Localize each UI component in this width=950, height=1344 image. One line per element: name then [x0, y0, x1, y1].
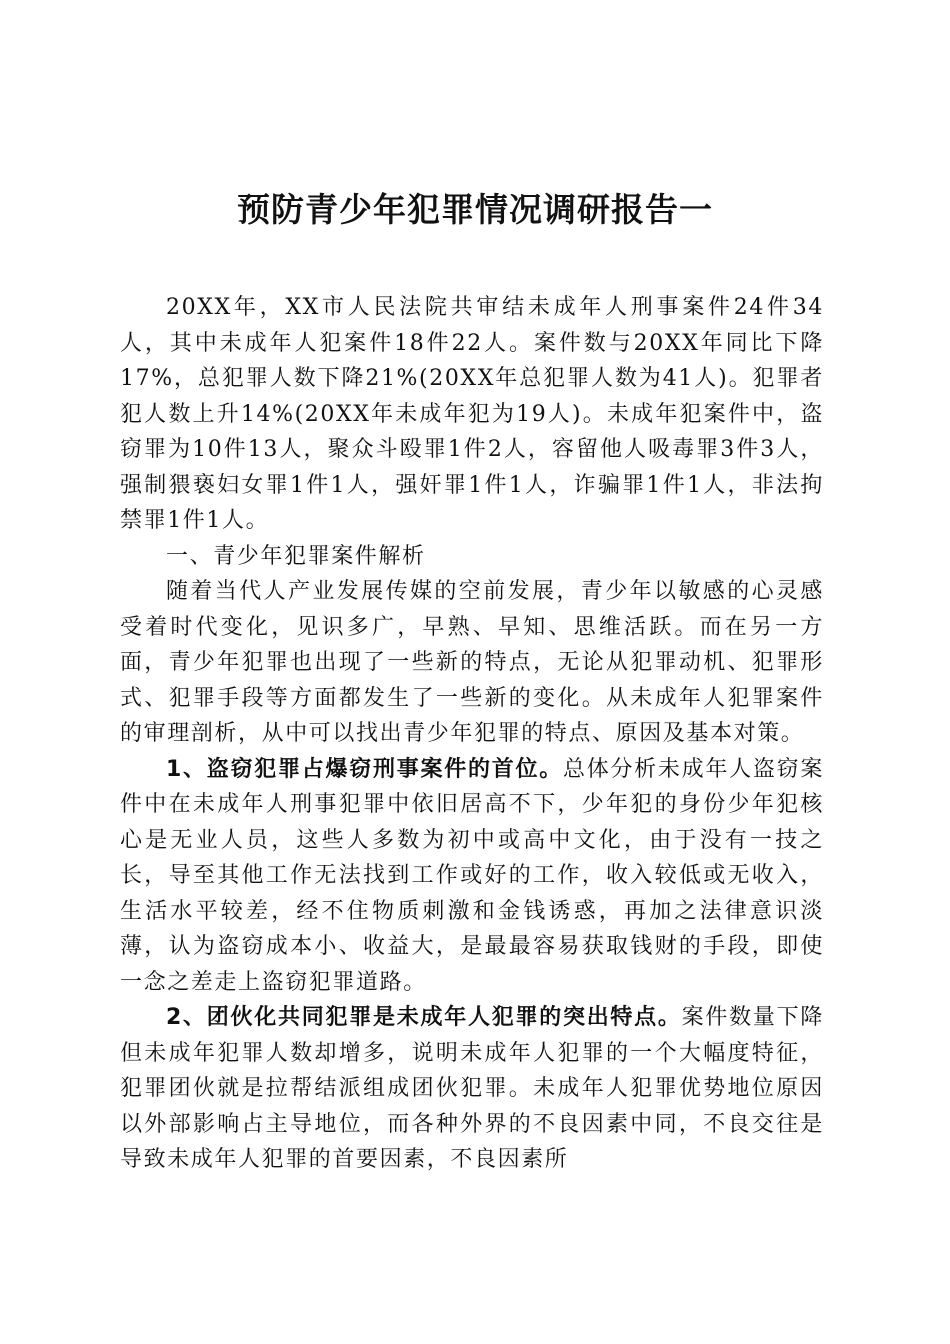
point-2-paragraph — [120, 1000, 824, 1178]
intro-paragraph: 20XX年，XX市人民法院共审结未成年人刑事案件24件34人，其中未成年人犯案件18件22人。案件数与20XX年同比下降17%，总犯罪人数下降21%(20XX年总犯罪人数为41人)。犯罪者犯人数上升14%(20XX年未成年犯为19人)。未成年犯案件中，盗窃罪为10件13人，聚众斗殴罪1件2人，容留他人吸毒罪3件3人，强制猥亵妇女罪1件1人，强奸罪1件1人，诈骗罪1件1人，非法拘禁罪1件1人。 — [120, 295, 824, 533]
section-heading-1: 一、青少年犯罪案件解析 — [166, 543, 426, 569]
point-1-paragraph — [120, 752, 824, 1001]
section-1-paragraph: 随着当代人产业发展传媒的空前发展，青少年以敏感的心灵感受着时代变化，见识多广，早熟、早知、思维活跃。而在另一方面，青少年犯罪也出现了一些新的特点，无论从犯罪动机、犯罪形式、犯罪手段等方面都发生了一些新的变化。从未成年人犯罪案件的审理剖析，从中可以找出青少年犯罪的特点、原因及基本对策。 — [120, 579, 824, 746]
point-1-text: 总体分析未成年人盗窃案件中在未成年人刑事犯罪中依旧居高不下，少年犯的身份少年犯核心是无业人员，这些人多数为初中或高中文化，由于没有一技之长，导至其他工作无法找到工作或好的工作，收入较低或无收入，生活水平较差，经不住物质刺激和金钱诱惑，再加之法律意识淡薄，认为盗窃成本小、收益大，是最最容易获取钱财的手段，即使一念之差走上盗窃犯罪道路。 — [120, 756, 824, 995]
point-2-text: 案件数量下降但未成年犯罪人数却增多，说明未成年人犯罪的一个大幅度特征，犯罪团伙就是拉帮结派组成团伙犯罪。未成年人犯罪优势地位原因以外部影响占主导地位，而各种外界的不良因素中同，不良交往是导致未成年人犯罪的首要因素，不良因素所 — [120, 1005, 824, 1172]
document-body — [120, 290, 824, 1178]
point-1-lead: 1、盗窃犯罪占爆窃刑事案件的首位。 — [166, 756, 563, 782]
document-title: 预防青少年犯罪情况调研报告一 — [237, 190, 713, 229]
point-2-lead: 2、团伙化共同犯罪是未成年人犯罪的突出特点。 — [166, 1005, 682, 1030]
